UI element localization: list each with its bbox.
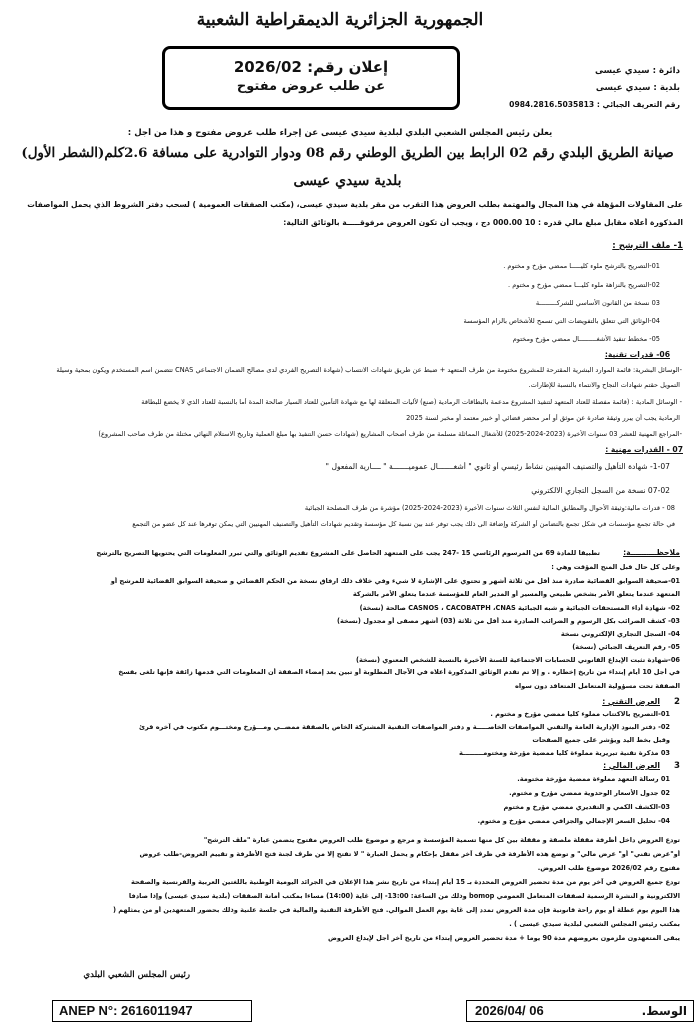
sec8-line-1: 08 - قدرات مالية:وثيقة الأحوال والمطابق المالية لنفس الثلاث سنوات الأخيرة (2023-2024-2025) مؤشرة من طرف المصلحة الجبائية — [304, 504, 675, 512]
republic-title: الجمهورية الجزائرية الديمقراطية الشعبية — [196, 10, 484, 30]
announcement-number: إعلان رقم: 2026/02 — [233, 58, 389, 76]
sec6-line-3: - الوسائل المادية : (قائمة مفصلة للعتاد المتعهد لتنفيذ المشروع مدعمة بالبطاقات الرمادية (صنع) لأليات المتعلقة لها مع شهادة التأمين للعتاد السيار صالحة المدة أما بالنسبة للعتاد الذي لا يخضع للبطاقة — [141, 398, 682, 406]
sec1-item-1: 01-التصريح بالترشح ملوء كليـــــا ممضي مؤرخ و مختوم . — [503, 262, 660, 270]
body-intro-line-1: على المقاولات المؤهلة في هذا المجال والمهتمة بطلب العروض هذا التقرب من مقر بلدية سيدي عيسى، (مكتب الصفقات العمومية ) لسحب دفتر الشروط الذي يحمل المواصفات — [27, 200, 683, 209]
section-3-number: 3 — [674, 761, 680, 771]
closing-line-8: يبقى المتعهدون ملزمون بعروضهم مدة 90 يوما + مدة تحضير العروض إبتداء من تاريخ آخر أجل لإيداع العروض — [328, 934, 680, 942]
remarks-line-5: 02- شهادة أداء المستحقات الجبائية و شبه الجبائية CASNOS ، CACOBATPH ،CNAS صالحة (نسخة) — [359, 604, 680, 612]
remarks-line-6: 03- كشف الضرائب بكل الرسوم و الضرائب الصادرة منذ أقل من ثلاثة (03) أشهر مصفى أو مجدول (نسخة) — [336, 617, 680, 625]
closing-line-4: تودع جميع العروض في آخر يوم من مدة تحضير العروض المحددة بـ 15 أيام إبتداء من تاريخ نشر هذا الإعلان في الجرائد اليومية الوطنية باللغتين العربية والفرنسية والصفحة — [130, 878, 680, 886]
publication-date: 2026/04/ 06 — [475, 1003, 544, 1018]
closing-line-7: بمكتب رئيس المجلس الشعبي لبلدية سيدي عيسى ) . — [509, 920, 680, 928]
sec6-line-4: الرمادية يجب أن يبرر وثيقة صادرة عن موثق أو أمر محضر قضائي أو خبير معتمد أو مخبر لسنة 2025 — [406, 414, 680, 422]
remarks-line-11: الصفقة تحت مسؤولية المتعامل المتعاقد دون سواه — [515, 682, 680, 690]
anep-box — [52, 1000, 252, 1022]
signature-title: رئيس المجلس الشعبي البلدي — [83, 970, 190, 980]
daira-label: دائرة : سيدي عيسى — [594, 66, 680, 76]
fiscal-id: رقم التعريف الجبائي : 0984.2816.5035813 — [509, 100, 680, 109]
sec1-item-5: 05- مخطط تنفيذ الأشغـــــــــال ممضي مؤرخ ومختوم — [512, 335, 660, 343]
sec8-line-2: في حالة تجمع مؤسسات في شكل تجمع بالتضامن أو الشركة وإضافة الى ذلك يجب توفر عند بين نسبة كل مؤسسة وتقديم شهادات التأهيل والتصنيف المهنيين التي يمكن توفرها عند كل عضو من التجمع — [132, 520, 675, 528]
sec2-item-1: 01-التصريح بالاكتتاب مملوء كليا ممضي مؤرخ و مختوم . — [490, 710, 670, 718]
baladia-label: بلدية : سيدي عيسى — [595, 83, 680, 93]
sec7-item-1: 1-07- شهادة التأهيل والتصنيف المهنيين نشاط رئيسي أو ثانوي " أشغـــــــال عموميـــــــة " ــــارية المفعول " — [325, 462, 670, 471]
project-title: صيانة الطريق البلدي رقم 02 الرابط بين الطريق الوطني رقم 08 ودوار التوادرية على مسافة 2.6كلم(الشطر الأول) — [21, 145, 674, 161]
closing-line-3: مفتوح رقم 2026/02 موضوع طلب العروض. — [537, 864, 680, 872]
remarks-line-2: وعلى كل حال قبل المنح المؤقت وهي : — [551, 563, 680, 571]
closing-line-2: أو"عرض تقني" أو" عرض مالي" و توضع هذه الأظرفة في ظرف آخر مقفل بإحكام و يحمل العبارة " لا تفتح إلا من طرف لجنة فتح الأظرفة و تقييم العروض-طلب عروض — [139, 850, 680, 858]
remarks-line-9: 06-شهادة تثبت الإيداع القانوني للحسابات الاجتماعية للسنة الأخيرة بالنسبة للشخص المعنوي (نسخة) — [356, 656, 680, 664]
anep-number: ANEP N°: 2616011947 — [59, 1003, 193, 1018]
date-box — [466, 1000, 694, 1022]
intro-text: يعلن رئيس المجلس الشعبي البلدي لبلدية سيدي عيسى عن إجراء طلب عروض مفتوح و هذا من أجل : — [127, 128, 553, 138]
newspaper-name: الوسط. — [641, 1004, 687, 1018]
remarks-line-8: 05- رقم التعريف الجبائي (نسخة) — [572, 643, 680, 651]
sec6-line-1: -الوسائل البشرية: قائمة الموارد البشرية المقترحة للمشروع مختومة من طرف المتعهد + ضبط عن طريق شهادات الانتساب (شهادة التصريح الفردي لدى مصالح الضمان الاجتماعي CNAS تتضمن اسم المستخدم ويكون بمحية وسيلة — [56, 366, 682, 374]
remarks-line-7: 04- السجل التجاري الإلكتروني نسخة — [560, 630, 680, 638]
sec3-item-4: 04- تحليل السعر الإجمالي والجزافي ممضي مؤرخ و مختوم. — [477, 817, 670, 825]
sec3-item-3: 03-الكشف الكمي و التقديري ممضي مؤرخ و مختوم — [503, 803, 670, 811]
section-7-title: 07 - القدرات مهنية : — [605, 445, 683, 454]
section-2-number: 2 — [674, 697, 680, 707]
sec2-item-2: 02- دفتر البنود الإدارية العامة والتقني المواصفات الخاصـــــة و دفتر المواصفات التقنية المشتركة الخاص بالصفقة ممضــي ومـــؤرخ ومختـــوم مكتوب في آخره قرئ — [138, 723, 670, 731]
sec3-item-2: 02 جدول الأسعار الوحدوية ممضي مؤرخ و مختوم. — [509, 789, 670, 797]
section-6-title: 06- قدرات تقنية: — [604, 350, 670, 359]
sec2-item-3: وقبل بخط اليد ويؤشر على جميع الصفحات — [532, 736, 670, 744]
closing-line-6: هذا اليوم يوم عطلة أو يوم راحة قانونية فإن مدة العروض تمدد إلى غاية يوم العمل الموالي. فتح الأظرفة التقنية والمالية في جلسة علنية وذلك بحضور المتعهدين أو من يمثلهم ( — [112, 906, 680, 914]
sec3-item-1: 01 رسالة التعهد مملوءة ممضية مؤرخة مختومة. — [517, 775, 670, 783]
remarks-title: ملاحظــــــــــة: — [623, 548, 680, 557]
closing-line-1: تودع العروض داخل أظرفة مقفلة ملصقة و مقفلة بين كل منها تسمية المؤسسة و مرجع و موضوع طلب العروض مفتوح يتضمن عبارة "ملف الترشح" — [203, 836, 680, 844]
sec6-line-2: التمويل حقتم شهادات النجاح والانتماء بالنسبة للإطارات. — [528, 381, 680, 389]
remarks-line-1: تطبيقا للمادة 69 من المرسوم الرئاسي 15 -247 يجب على المتعهد الحاصل على المشروع تقديم الوثائق والتي تبرر المعلومات التي يحتويها التصريح بالترشح — [96, 549, 600, 557]
remarks-line-3: 01-صحيفة السوابق القضائية صادرة منذ أقل من ثلاثة أشهر و تحتوي على الإشارة لا شيء وفي خلاف ذلك ارفاق نسخة من الحكم القضائي و صحيفة السوابق القضائية للمرشح أو — [110, 577, 680, 585]
sec2-item-4: 03 مذكرة تقنية تبريرية مملوءة كليا ممضية مؤرخة ومختومـــــــــة — [458, 749, 670, 757]
sec1-item-4: 04-الوثائق التي تتعلق بالتفويضات التي تسمح للأشخاص بالزام المؤسسة — [463, 317, 660, 325]
section-1-title: 1- ملف الترشح : — [612, 241, 683, 251]
remarks-line-4: المتعهد عندما يتعلق الأمر بشخص طبيعي والمسير أو المدير العام للمؤسسة عندما يتعلق الأمر بالشركة — [352, 590, 680, 598]
body-intro-line-2: المذكورة أعلاه مقابل مبلغ مالي قدره : 10 000.00 دج ، ويجب أن تكون العروض مرفوقـــــة بالوثائق التالية: — [283, 218, 683, 227]
remarks-line-10: في أجل 10 أيام إبتداء من تاريخ إخطاره . و إلا تم تقدم الوثائق المذكورة أعلاه في الآجال المطلوبة أو تبين بعد إمضاء الصفقة أن المعلومات التي قدمها زائفة فإنها تلغى بفسخ — [118, 668, 680, 676]
announcement-box — [162, 46, 460, 110]
section-3-title: العرض المالي : — [603, 761, 660, 770]
announcement-type: عن طلب عروض مفتوح — [236, 79, 386, 94]
section-2-title: العرض التقني : — [602, 697, 660, 706]
closing-line-5: الالكترونية و النشرة الرسمية لصفقات المتعامل العمومي bomop وذلك من الساعة: 13:00- إلى غاية (14:00) مساءا بمكتب أمانة الصفقات (بلدية سيدي عيسى) وإذا صادفا — [128, 892, 680, 900]
sec7-item-2: 07-02 نسخة من السجل التجاري الالكتروني — [531, 486, 670, 495]
project-place: بلدية سيدي عيسى — [293, 173, 402, 189]
sec6-line-5: -المراجع المهنية للعشر 03 سنوات الأخيرة (2023-2024-2025) للأشغال المماثلة مسلمة من طرف أصحاب المشاريع (شهادات حسن التنفيذ بها مبلغ العملية وتاريخ الاستلام النهائي مختلة من طرف صاحب المشروع) — [98, 430, 682, 438]
sec1-item-2: 02-التصريح بالنزاهة ملوء كليـــا ممضي مؤرخ و مختوم . — [508, 281, 660, 289]
sec1-item-3: 03 نسخة من القانون الأساسي للشركـــــــــة — [535, 299, 660, 307]
